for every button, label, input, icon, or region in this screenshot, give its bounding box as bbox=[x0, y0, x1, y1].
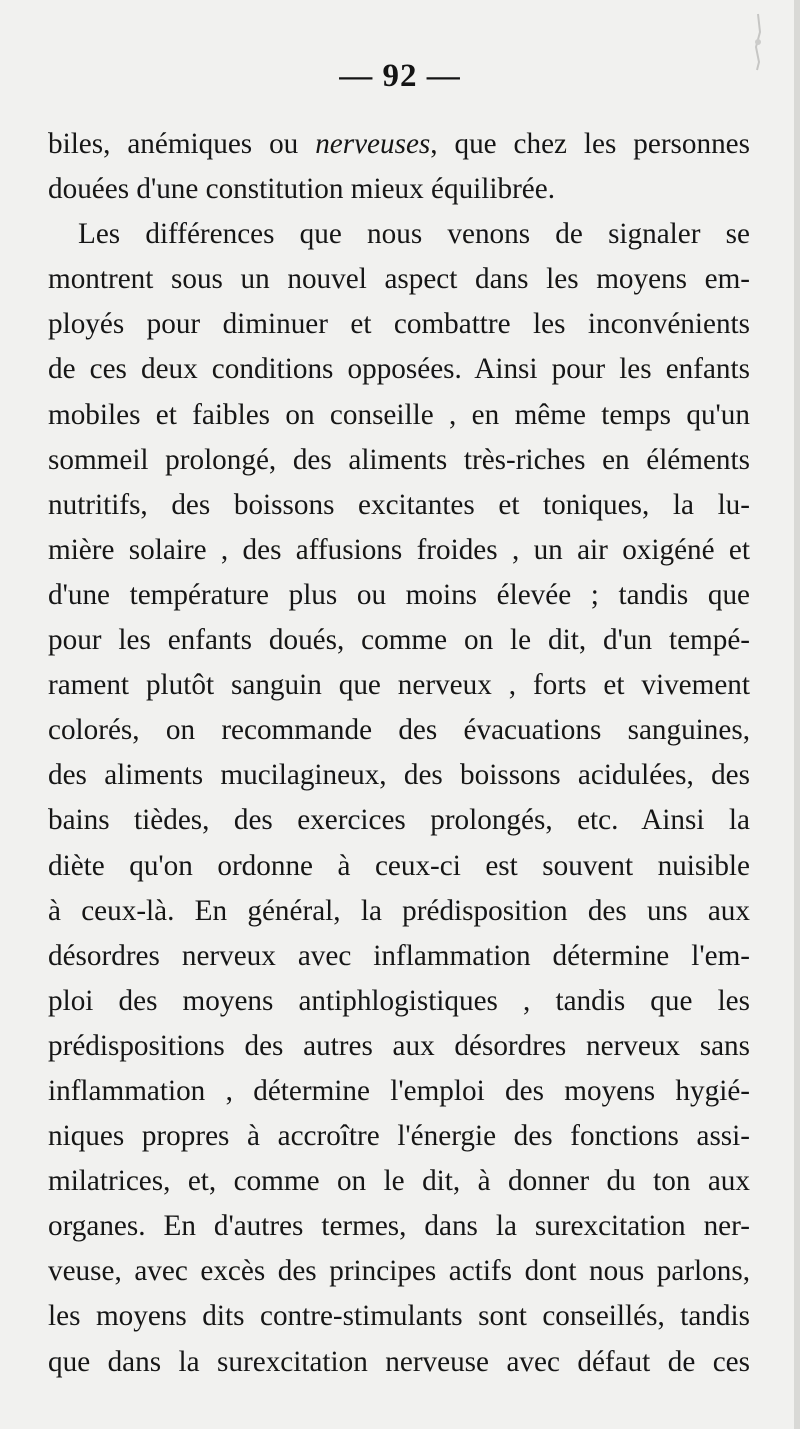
text-line: prédispositions des autres aux désordres nerveux sans bbox=[48, 1029, 750, 1062]
text-line: ployés pour diminuer et combattre les inconvénients bbox=[48, 308, 750, 341]
text-line: colorés, on recommande des évacuations sanguines, bbox=[48, 714, 750, 747]
text-line: mobiles et faibles on conseille , en même temps qu'un bbox=[48, 398, 750, 431]
text-line: douées d'une constitution mieux équilibrée. bbox=[48, 173, 556, 206]
text-line: rament plutôt sanguin que nerveux , forts et vivement bbox=[48, 669, 750, 702]
text-line: organes. En d'autres termes, dans la surexcitation ner- bbox=[48, 1210, 750, 1243]
text-line: de ces deux conditions opposées. Ainsi pour les enfants bbox=[48, 353, 750, 386]
text-line: des aliments mucilagineux, des boissons acidulées, des bbox=[48, 759, 750, 792]
text-line: d'une température plus ou moins élevée ; tandis que bbox=[48, 578, 750, 611]
text-line: montrent sous un nouvel aspect dans les moyens em- bbox=[48, 263, 750, 296]
text-line: ploi des moyens antiphlogistiques , tandis que les bbox=[48, 984, 750, 1017]
page-number: — 92 — bbox=[339, 58, 461, 94]
text-line: veuse, avec excès des principes actifs dont nous parlons, bbox=[48, 1255, 750, 1288]
text-line: nutritifs, des boissons excitantes et toniques, la lu- bbox=[48, 488, 750, 521]
body-text bbox=[48, 122, 750, 1385]
text-line: diète qu'on ordonne à ceux-ci est souvent nuisible bbox=[48, 849, 750, 882]
text-line: inflammation , détermine l'emploi des moyens hygié- bbox=[48, 1074, 750, 1107]
italic-word: nerveuses bbox=[315, 128, 431, 160]
text-line: que dans la surexcitation nerveuse avec défaut de ces bbox=[48, 1345, 750, 1378]
text-line: sommeil prolongé, des aliments très-riches en éléments bbox=[48, 443, 750, 476]
page-edge-shadow bbox=[794, 0, 800, 1429]
text-line: biles, anémiques ou nerveuses, que chez les personnes bbox=[48, 128, 750, 160]
text-line: bains tièdes, des exercices prolongés, etc. Ainsi la bbox=[48, 804, 750, 837]
text-line: milatrices, et, comme on le dit, à donner du ton aux bbox=[48, 1165, 750, 1198]
text-line: à ceux-là. En général, la prédisposition des uns aux bbox=[48, 894, 750, 927]
text-line: pour les enfants doués, comme on le dit, d'un tempé- bbox=[48, 624, 750, 657]
text-line: les moyens dits contre-stimulants sont conseillés, tandis bbox=[48, 1300, 750, 1333]
text-line: mière solaire , des affusions froides , un air oxigéné et bbox=[48, 533, 750, 566]
text-line: niques propres à accroître l'énergie des fonctions assi- bbox=[48, 1120, 750, 1153]
text-line: désordres nerveux avec inflammation détermine l'em- bbox=[48, 939, 750, 972]
text-line: Les différences que nous venons de signaler se bbox=[78, 218, 750, 251]
